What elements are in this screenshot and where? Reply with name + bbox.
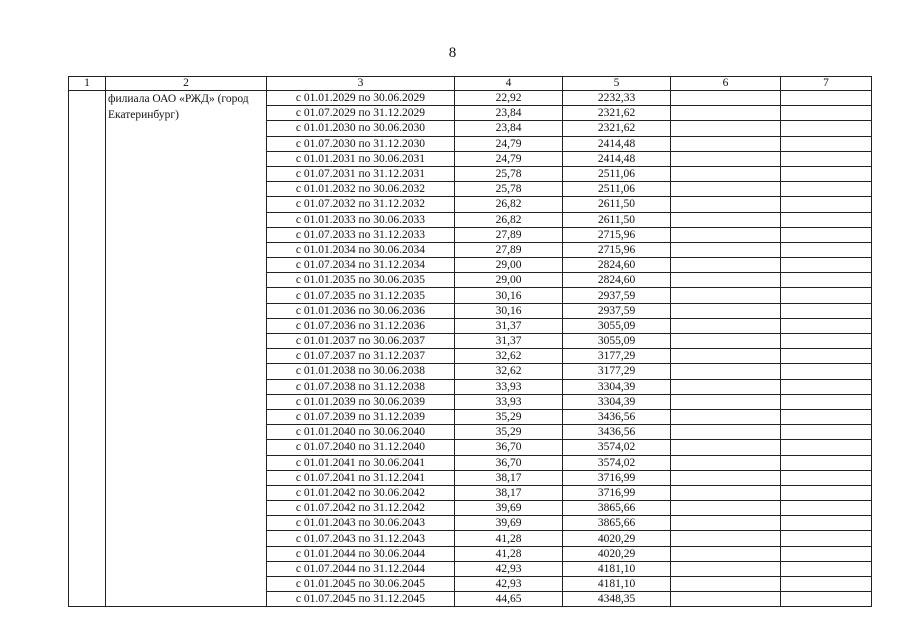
col6-empty-cell: [671, 349, 781, 364]
col7-empty-cell: [781, 106, 872, 121]
table-header-row: [69, 77, 872, 91]
col7-empty-cell: [781, 151, 872, 166]
col6-empty-cell: [671, 106, 781, 121]
col5-value-cell: 3436,56: [563, 409, 671, 424]
col4-value-cell: 31,37: [455, 334, 563, 349]
period-cell: с 01.01.2038 по 30.06.2038: [267, 364, 455, 379]
period-cell: с 01.07.2029 по 31.12.2029: [267, 106, 455, 121]
col5-value-cell: 3574,02: [563, 455, 671, 470]
col5-value-cell: 2715,96: [563, 242, 671, 257]
col4-value-cell: 38,17: [455, 485, 563, 500]
col4-value-cell: 30,16: [455, 303, 563, 318]
col7-empty-cell: [781, 121, 872, 136]
col4-value-cell: 29,00: [455, 273, 563, 288]
col5-value-cell: 2824,60: [563, 273, 671, 288]
col4-value-cell: 23,84: [455, 106, 563, 121]
period-cell: с 01.01.2043 по 30.06.2043: [267, 516, 455, 531]
col4-value-cell: 23,84: [455, 121, 563, 136]
col7-empty-cell: [781, 425, 872, 440]
col7-empty-cell: [781, 212, 872, 227]
col4-value-cell: 35,29: [455, 425, 563, 440]
period-cell: с 01.07.2036 по 31.12.2036: [267, 318, 455, 333]
col4-value-cell: 33,93: [455, 394, 563, 409]
col6-empty-cell: [671, 212, 781, 227]
col7-empty-cell: [781, 136, 872, 151]
col6-empty-cell: [671, 121, 781, 136]
col5-value-cell: 4181,10: [563, 561, 671, 576]
period-cell: с 01.01.2029 по 30.06.2029: [267, 91, 455, 106]
period-cell: с 01.01.2045 по 30.06.2045: [267, 577, 455, 592]
col5-value-cell: 4348,35: [563, 592, 671, 607]
col4-value-cell: 42,93: [455, 561, 563, 576]
col7-empty-cell: [781, 258, 872, 273]
period-cell: с 01.01.2034 по 30.06.2034: [267, 242, 455, 257]
col6-empty-cell: [671, 561, 781, 576]
col6-empty-cell: [671, 151, 781, 166]
col4-value-cell: 27,89: [455, 227, 563, 242]
col7-empty-cell: [781, 197, 872, 212]
period-cell: с 01.07.2043 по 31.12.2043: [267, 531, 455, 546]
period-cell: с 01.01.2042 по 30.06.2042: [267, 485, 455, 500]
column-1-cell: [69, 91, 106, 607]
col4-value-cell: 29,00: [455, 258, 563, 273]
col5-value-cell: 4181,10: [563, 577, 671, 592]
header-cell-3: 3: [267, 77, 455, 91]
period-cell: с 01.01.2032 по 30.06.2032: [267, 182, 455, 197]
col6-empty-cell: [671, 318, 781, 333]
col4-value-cell: 32,62: [455, 364, 563, 379]
period-cell: с 01.07.2033 по 31.12.2033: [267, 227, 455, 242]
page-number: 8: [448, 45, 457, 61]
col6-empty-cell: [671, 470, 781, 485]
col7-empty-cell: [781, 334, 872, 349]
col7-empty-cell: [781, 182, 872, 197]
col6-empty-cell: [671, 197, 781, 212]
col6-empty-cell: [671, 531, 781, 546]
period-cell: с 01.07.2044 по 31.12.2044: [267, 561, 455, 576]
col7-empty-cell: [781, 440, 872, 455]
col5-value-cell: 2824,60: [563, 258, 671, 273]
col6-empty-cell: [671, 501, 781, 516]
col5-value-cell: 2611,50: [563, 212, 671, 227]
col7-empty-cell: [781, 318, 872, 333]
col6-empty-cell: [671, 273, 781, 288]
col6-empty-cell: [671, 258, 781, 273]
period-cell: с 01.07.2034 по 31.12.2034: [267, 258, 455, 273]
col6-empty-cell: [671, 546, 781, 561]
col4-value-cell: 36,70: [455, 455, 563, 470]
period-cell: с 01.07.2037 по 31.12.2037: [267, 349, 455, 364]
col5-value-cell: 2321,62: [563, 121, 671, 136]
header-cell-2: 2: [106, 77, 267, 91]
col4-value-cell: 41,28: [455, 546, 563, 561]
period-cell: с 01.07.2040 по 31.12.2040: [267, 440, 455, 455]
col4-value-cell: 25,78: [455, 166, 563, 181]
col5-value-cell: 3716,99: [563, 470, 671, 485]
col4-value-cell: 36,70: [455, 440, 563, 455]
col7-empty-cell: [781, 303, 872, 318]
table-body: [69, 77, 872, 607]
period-cell: с 01.07.2035 по 31.12.2035: [267, 288, 455, 303]
table-row: [69, 91, 872, 106]
col4-value-cell: 32,62: [455, 349, 563, 364]
period-cell: с 01.07.2042 по 31.12.2042: [267, 501, 455, 516]
col7-empty-cell: [781, 288, 872, 303]
period-cell: с 01.01.2041 по 30.06.2041: [267, 455, 455, 470]
col5-value-cell: 2414,48: [563, 151, 671, 166]
col5-value-cell: 3865,66: [563, 516, 671, 531]
col7-empty-cell: [781, 409, 872, 424]
col5-value-cell: 3055,09: [563, 318, 671, 333]
col4-value-cell: 33,93: [455, 379, 563, 394]
tariff-table: [68, 76, 872, 607]
col7-empty-cell: [781, 577, 872, 592]
period-cell: с 01.07.2045 по 31.12.2045: [267, 592, 455, 607]
period-cell: с 01.01.2035 по 30.06.2035: [267, 273, 455, 288]
col6-empty-cell: [671, 166, 781, 181]
col5-value-cell: 2937,59: [563, 288, 671, 303]
col6-empty-cell: [671, 334, 781, 349]
col7-empty-cell: [781, 516, 872, 531]
period-cell: с 01.07.2031 по 31.12.2031: [267, 166, 455, 181]
col4-value-cell: 44,65: [455, 592, 563, 607]
period-cell: с 01.01.2039 по 30.06.2039: [267, 394, 455, 409]
col6-empty-cell: [671, 592, 781, 607]
col5-value-cell: 4020,29: [563, 546, 671, 561]
col5-value-cell: 2937,59: [563, 303, 671, 318]
period-cell: с 01.07.2039 по 31.12.2039: [267, 409, 455, 424]
header-cell-6: 6: [671, 77, 781, 91]
col6-empty-cell: [671, 425, 781, 440]
col5-value-cell: 3304,39: [563, 394, 671, 409]
col7-empty-cell: [781, 379, 872, 394]
col4-value-cell: 38,17: [455, 470, 563, 485]
col4-value-cell: 41,28: [455, 531, 563, 546]
col5-value-cell: 3177,29: [563, 349, 671, 364]
col5-value-cell: 3436,56: [563, 425, 671, 440]
col7-empty-cell: [781, 166, 872, 181]
header-cell-5: 5: [563, 77, 671, 91]
col7-empty-cell: [781, 592, 872, 607]
col5-value-cell: 2611,50: [563, 197, 671, 212]
col5-value-cell: 3304,39: [563, 379, 671, 394]
period-cell: с 01.01.2037 по 30.06.2037: [267, 334, 455, 349]
period-cell: с 01.01.2036 по 30.06.2036: [267, 303, 455, 318]
col4-value-cell: 26,82: [455, 212, 563, 227]
col6-empty-cell: [671, 409, 781, 424]
col4-value-cell: 25,78: [455, 182, 563, 197]
col4-value-cell: 26,82: [455, 197, 563, 212]
col7-empty-cell: [781, 531, 872, 546]
col4-value-cell: 30,16: [455, 288, 563, 303]
col7-empty-cell: [781, 91, 872, 106]
col5-value-cell: 3716,99: [563, 485, 671, 500]
branch-name-cell: филиала ОАО «РЖД» (город Екатеринбург): [106, 91, 267, 607]
col6-empty-cell: [671, 364, 781, 379]
col6-empty-cell: [671, 516, 781, 531]
col4-value-cell: 27,89: [455, 242, 563, 257]
col6-empty-cell: [671, 577, 781, 592]
col5-value-cell: 2232,33: [563, 91, 671, 106]
col5-value-cell: 3865,66: [563, 501, 671, 516]
col7-empty-cell: [781, 349, 872, 364]
col6-empty-cell: [671, 379, 781, 394]
col4-value-cell: 39,69: [455, 501, 563, 516]
col6-empty-cell: [671, 303, 781, 318]
col4-value-cell: 31,37: [455, 318, 563, 333]
col6-empty-cell: [671, 136, 781, 151]
col7-empty-cell: [781, 227, 872, 242]
col4-value-cell: 24,79: [455, 136, 563, 151]
col4-value-cell: 24,79: [455, 151, 563, 166]
col5-value-cell: 3574,02: [563, 440, 671, 455]
col5-value-cell: 3055,09: [563, 334, 671, 349]
col7-empty-cell: [781, 501, 872, 516]
col6-empty-cell: [671, 227, 781, 242]
period-cell: с 01.01.2031 по 30.06.2031: [267, 151, 455, 166]
period-cell: с 01.07.2041 по 31.12.2041: [267, 470, 455, 485]
col7-empty-cell: [781, 561, 872, 576]
col6-empty-cell: [671, 242, 781, 257]
header-cell-1: 1: [69, 77, 106, 91]
col7-empty-cell: [781, 455, 872, 470]
period-cell: с 01.01.2044 по 30.06.2044: [267, 546, 455, 561]
col5-value-cell: 2414,48: [563, 136, 671, 151]
col5-value-cell: 3177,29: [563, 364, 671, 379]
period-cell: с 01.07.2032 по 31.12.2032: [267, 197, 455, 212]
col7-empty-cell: [781, 242, 872, 257]
header-cell-7: 7: [781, 77, 872, 91]
col6-empty-cell: [671, 485, 781, 500]
col7-empty-cell: [781, 394, 872, 409]
period-cell: с 01.01.2040 по 30.06.2040: [267, 425, 455, 440]
col4-value-cell: 39,69: [455, 516, 563, 531]
period-cell: с 01.07.2038 по 31.12.2038: [267, 379, 455, 394]
col5-value-cell: 4020,29: [563, 531, 671, 546]
col7-empty-cell: [781, 470, 872, 485]
period-cell: с 01.07.2030 по 31.12.2030: [267, 136, 455, 151]
col6-empty-cell: [671, 394, 781, 409]
col6-empty-cell: [671, 288, 781, 303]
col5-value-cell: 2715,96: [563, 227, 671, 242]
col6-empty-cell: [671, 91, 781, 106]
col4-value-cell: 35,29: [455, 409, 563, 424]
col4-value-cell: 42,93: [455, 577, 563, 592]
header-cell-4: 4: [455, 77, 563, 91]
col7-empty-cell: [781, 485, 872, 500]
col7-empty-cell: [781, 546, 872, 561]
col7-empty-cell: [781, 273, 872, 288]
col7-empty-cell: [781, 364, 872, 379]
col5-value-cell: 2511,06: [563, 182, 671, 197]
col6-empty-cell: [671, 440, 781, 455]
period-cell: с 01.01.2033 по 30.06.2033: [267, 212, 455, 227]
col5-value-cell: 2321,62: [563, 106, 671, 121]
period-cell: с 01.01.2030 по 30.06.2030: [267, 121, 455, 136]
col5-value-cell: 2511,06: [563, 166, 671, 181]
col6-empty-cell: [671, 182, 781, 197]
col6-empty-cell: [671, 455, 781, 470]
col4-value-cell: 22,92: [455, 91, 563, 106]
